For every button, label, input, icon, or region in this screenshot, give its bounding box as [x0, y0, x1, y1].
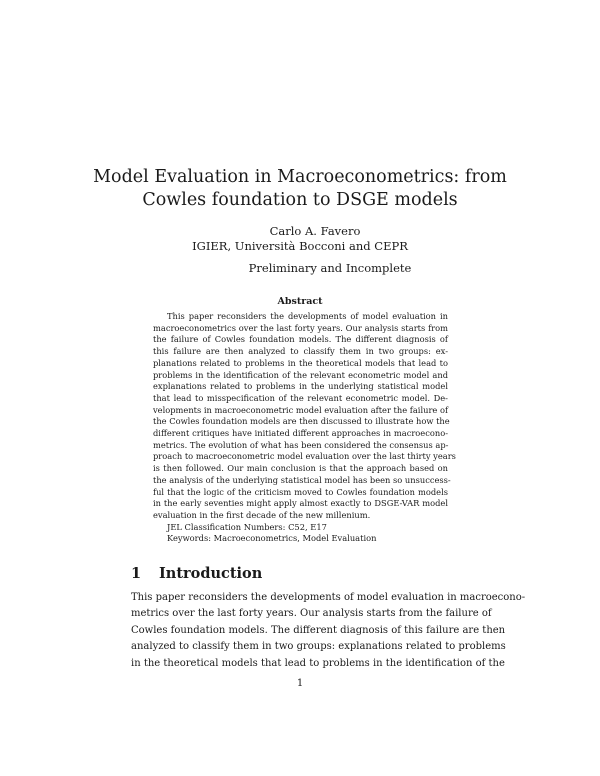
body-line: This paper reconsiders the developments of model evaluation in macroecono- — [131, 592, 526, 603]
author-name: Carlo A. Favero — [269, 224, 361, 238]
title-line-2: Cowles foundation to DSGE models — [142, 190, 458, 210]
abstract-line: metrics. The evolution of what has been considered the consensus ap- — [153, 439, 449, 450]
abstract-line: explanations related to problems in the underlying statistical model — [153, 381, 448, 392]
body-line: analyzed to classify them in two groups: explanations related to problems — [131, 641, 506, 653]
abstract-line: evaluation in the first decade of the new millenium. — [153, 509, 371, 520]
abstract-line: that lead to misspecification of the relevant econometric model. De- — [153, 392, 448, 403]
abstract-body — [153, 311, 456, 545]
introduction-body — [131, 590, 526, 672]
author-affiliation: IGIER, Università Bocconi and CEPR — [192, 239, 408, 253]
paper-title — [60, 166, 540, 212]
body-line: in the theoretical models that lead to problems in the identification of the — [131, 657, 505, 669]
abstract-line: the Cowles foundation models are then discussed to illustrate how the — [153, 416, 450, 427]
body-line: Cowles foundation models. The different diagnosis of this failure are then — [131, 624, 506, 636]
abstract-line: different critiques have initiated different approaches in macroecono- — [153, 428, 448, 439]
author-block — [60, 224, 540, 254]
abstract-line: the analysis of the underlying statistical model has been so unsuccess- — [153, 474, 451, 485]
abstract-line: the failure of Cowles foundation models. The different diagnosis of — [153, 334, 448, 345]
abstract-line: problems in the identification of the relevant econometric model and — [153, 369, 448, 380]
abstract-line: planations related to problems in the theoretical models that lead to — [153, 357, 448, 368]
abstract-line: macroeconometrics over the last forty years. Our analysis starts from — [153, 322, 448, 333]
section-heading-introduction — [131, 565, 262, 583]
jel-classification: JEL Classification Numbers: C52, E17 — [167, 521, 327, 532]
title-line-1: Model Evaluation in Macroeconometrics: from — [93, 167, 507, 187]
section-title: Introduction — [159, 565, 263, 582]
abstract-line: velopments in macroeconometric model evaluation after the failure of — [153, 404, 449, 415]
body-line: metrics over the last forty years. Our analysis starts from the failure of — [131, 608, 492, 620]
abstract-line: proach to macroeconometric model evaluation over the last thirty years — [153, 451, 456, 462]
draft-status: Preliminary and Incomplete — [248, 261, 412, 275]
abstract-heading: Abstract — [277, 296, 323, 307]
section-number: 1 — [131, 565, 142, 582]
abstract-line: is then followed. Our main conclusion is that the approach based on — [153, 463, 448, 474]
abstract-line: in the early seventies might apply almost exactly to DSGE-VAR model — [153, 498, 448, 509]
abstract-line: This paper reconsiders the developments of model evaluation in — [167, 311, 448, 321]
keywords: Keywords: Macroeconometrics, Model Evaluation — [167, 533, 377, 544]
page-number: 1 — [296, 678, 304, 689]
abstract-line: this failure are then analyzed to classify them in two groups: ex- — [153, 346, 448, 357]
abstract-line: ful that the logic of the criticism moved to Cowles foundation models — [153, 486, 448, 497]
